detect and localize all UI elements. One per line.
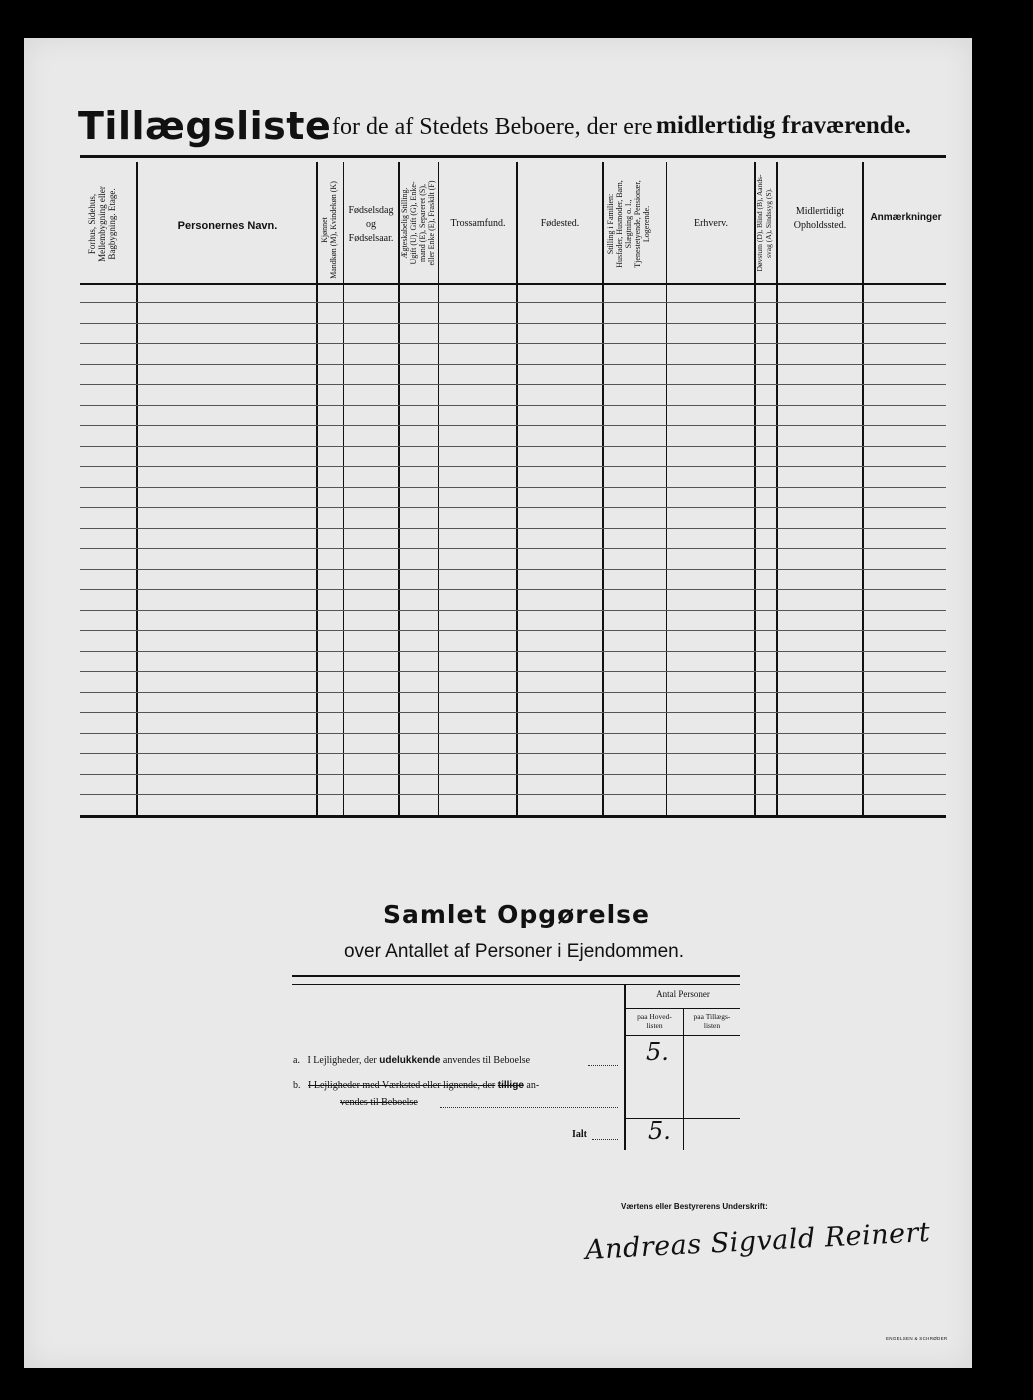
table-row-rule <box>80 343 946 344</box>
table-row-rule <box>80 610 946 611</box>
census-form-page <box>24 38 972 1368</box>
summary-top-rule <box>292 975 740 977</box>
col-divider <box>136 162 138 817</box>
row-a-value: 5. <box>646 1038 669 1066</box>
table-row-rule <box>80 425 946 426</box>
printer-mark: ENGELSEN & SCHRØDER <box>886 1336 948 1341</box>
row-b-text: I Lejligheder med Værksted eller lignende, der <box>308 1080 496 1091</box>
signature-label: Værtens eller Bestyrerens Underskrift: <box>621 1202 768 1211</box>
summary-col-main-list: paa Hoved- listen <box>637 1012 672 1030</box>
summary-rule <box>626 1035 740 1036</box>
table-row-rule <box>80 671 946 672</box>
row-b-letter: b. <box>293 1080 301 1091</box>
col-header-marital-status: Ægteskabelig Stilling. Ugift (U), Gift (G), Enke- mand (E), Separeret (S), eller Enke (E), Fraskilt (F) <box>400 180 436 266</box>
form-title: Tillægsliste <box>78 104 332 148</box>
table-row-rule <box>80 548 946 549</box>
col-header-remarks: Anmærkninger <box>870 212 942 223</box>
col-header-birthplace: Fødested. <box>540 218 580 229</box>
summary-row-a <box>293 1055 530 1066</box>
summary-rule <box>626 1008 740 1009</box>
form-subtitle-emphasis: midlertidig fraværende. <box>656 112 912 139</box>
table-row-rule <box>80 692 946 693</box>
table-row-rule <box>80 794 946 795</box>
ialt-dots <box>592 1139 618 1140</box>
col-header-temporary-residence: Midlertidigt Opholdssted. <box>793 206 847 231</box>
ialt-label: Ialt <box>572 1129 587 1140</box>
summary-rule <box>626 1118 740 1119</box>
summary-title: Samlet Opgørelse <box>382 900 650 929</box>
col-header-birthdate: Fødselsdag og Fødselsaar. <box>348 205 394 244</box>
col-divider <box>316 162 318 817</box>
col-header-name: Personernes Navn. <box>177 220 278 232</box>
table-row-rule <box>80 528 946 529</box>
table-row-rule <box>80 364 946 365</box>
col-header-religion: Trossamfund. <box>450 218 506 229</box>
table-header-rule <box>80 283 946 285</box>
row-a-dots <box>588 1065 618 1066</box>
col-header-occupation: Erhverv. <box>693 218 729 229</box>
table-row-rule <box>80 651 946 652</box>
table-row-rule <box>80 733 946 734</box>
table-row-rule <box>80 589 946 590</box>
table-row-rule <box>80 507 946 508</box>
col-divider <box>862 162 864 817</box>
row-b-text-2: an- <box>526 1080 540 1091</box>
table-row-rule <box>80 630 946 631</box>
table-row-rule <box>80 569 946 570</box>
signature-value: Andreas Sigvald Reinert <box>584 1216 932 1267</box>
table-top-rule <box>80 155 946 158</box>
table-row-rule <box>80 487 946 488</box>
col-divider <box>602 162 604 817</box>
table-row-rule <box>80 323 946 324</box>
col-divider <box>666 162 667 817</box>
row-a-text: I Lejligheder, der <box>307 1055 377 1066</box>
table-row-rule <box>80 774 946 775</box>
table-row-rule <box>80 466 946 467</box>
row-b-text-bold: tillige <box>497 1080 524 1091</box>
table-row-rule <box>80 405 946 406</box>
row-b-dots <box>440 1107 618 1108</box>
form-subtitle: for de af Stedets Beboere, der ere <box>332 114 653 140</box>
col-header-sex: Kjønnet Mandkøn (M), Kvindekøn (K) <box>320 181 338 279</box>
ialt-value: 5. <box>648 1117 671 1145</box>
col-divider <box>438 162 439 817</box>
row-a-letter: a. <box>293 1055 300 1066</box>
table-row-rule <box>80 384 946 385</box>
table-bottom-rule <box>80 815 946 818</box>
col-divider <box>343 162 344 817</box>
row-a-text-2: anvendes til Beboelse <box>442 1055 531 1066</box>
row-a-text-bold: udelukkende <box>379 1055 441 1066</box>
table-row-rule <box>80 302 946 303</box>
summary-row-b <box>293 1080 539 1091</box>
table-row-rule <box>80 753 946 754</box>
table-row-rule <box>80 446 946 447</box>
summary-col-divider <box>624 985 626 1150</box>
summary-top-rule-2 <box>292 984 740 985</box>
table-row-rule <box>80 712 946 713</box>
row-b-text-3: vendes til Beboelse <box>340 1097 418 1108</box>
col-header-disability: Døvstum (D), Blind (B), Aands- svag (A), Sindssyg (S). <box>755 174 773 272</box>
summary-col-supplement-list: paa Tillægs- listen <box>693 1012 731 1030</box>
col-divider <box>776 162 778 817</box>
summary-subtitle: over Antallet af Personer i Ejendommen. <box>343 941 685 962</box>
summary-antal-header: Antal Personer <box>656 989 710 999</box>
col-divider <box>516 162 518 817</box>
col-header-family-position: Stilling i Familien: Husfader, Husmoder, Barn, Slægtning o. l., Tjenestetyende, Pensionær, Logerende. <box>606 180 651 268</box>
col-header-building: Forhus, Sidehus, Mellembygning eller Bagbygning. Etage. <box>87 186 117 262</box>
